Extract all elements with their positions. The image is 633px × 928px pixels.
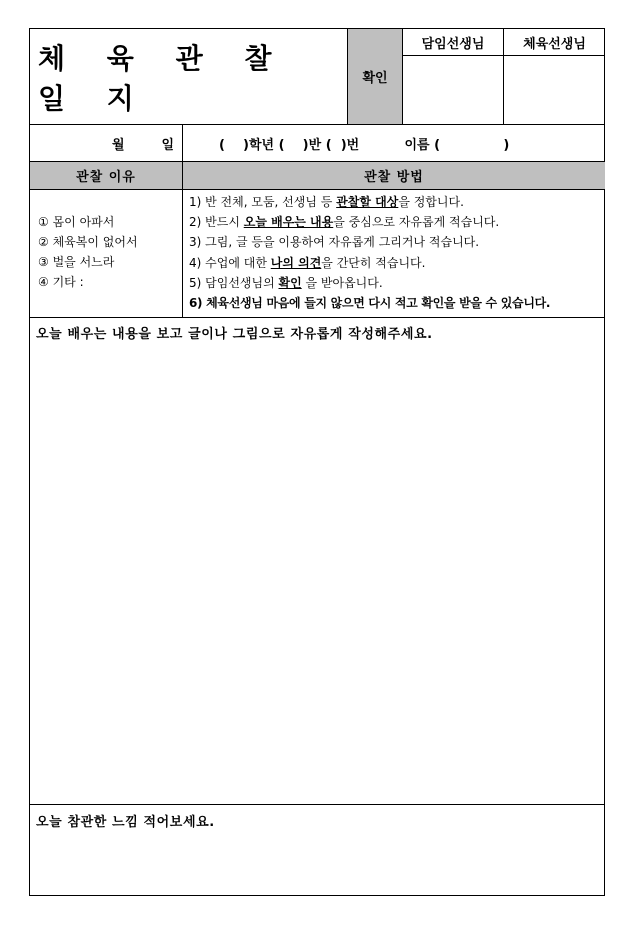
date-field[interactable] — [30, 125, 182, 161]
reason-item: ① 몸이 아파서 — [38, 215, 115, 229]
reason-header: 관찰 이유 — [30, 162, 182, 189]
journal-title: 체 육 관 찰 일 지 — [38, 41, 288, 115]
method-item: 1) 반 전체, 모둠, 선생님 등 관찰할 대상을 정합니다. — [189, 195, 464, 209]
observation-journal-form — [29, 28, 605, 896]
feeling-writing-area[interactable] — [30, 831, 605, 895]
reason-item: ③ 벌을 서느라 — [38, 255, 115, 269]
learning-writing-area[interactable] — [30, 343, 605, 803]
method-item: 2) 반드시 오늘 배우는 내용을 중심으로 자유롭게 적습니다. — [189, 215, 500, 230]
homeroom-teacher-header: 담임선생님 — [421, 36, 485, 52]
method-item: 6) 체육선생님 마음에 들지 않으면 다시 적고 확인을 받을 수 있습니다. — [189, 295, 551, 310]
feeling-prompt: 오늘 참관한 느낌 적어보세요. — [36, 815, 215, 830]
confirm-label: 확인 — [348, 29, 402, 124]
student-info-field[interactable]: ( )학년 ( )반 ( )번 이름 ( ) — [219, 137, 510, 153]
method-list — [183, 190, 605, 317]
day-label: 일 — [161, 137, 174, 153]
reason-item: ④ 기타 : — [38, 275, 84, 289]
method-header: 관찰 방법 — [183, 162, 605, 189]
pe-teacher-sign-box[interactable] — [504, 56, 605, 124]
reason-list — [30, 190, 182, 317]
method-item: 3) 그림, 글 등을 이용하여 자유롭게 그리거나 적습니다. — [189, 235, 480, 250]
method-item: 4) 수업에 대한 나의 의견을 간단히 적습니다. — [189, 255, 426, 270]
method-item: 5) 담임선생님의 확인 을 받아옵니다. — [189, 275, 383, 290]
pe-teacher-header: 체육선생님 — [523, 36, 586, 52]
month-label: 월 — [112, 137, 125, 153]
learning-prompt: 오늘 배우는 내용을 보고 글이나 그림으로 자유롭게 작성해주세요. — [36, 327, 433, 342]
reason-item: ② 체육복이 없어서 — [38, 235, 138, 249]
homeroom-teacher-sign-box[interactable] — [403, 56, 503, 124]
